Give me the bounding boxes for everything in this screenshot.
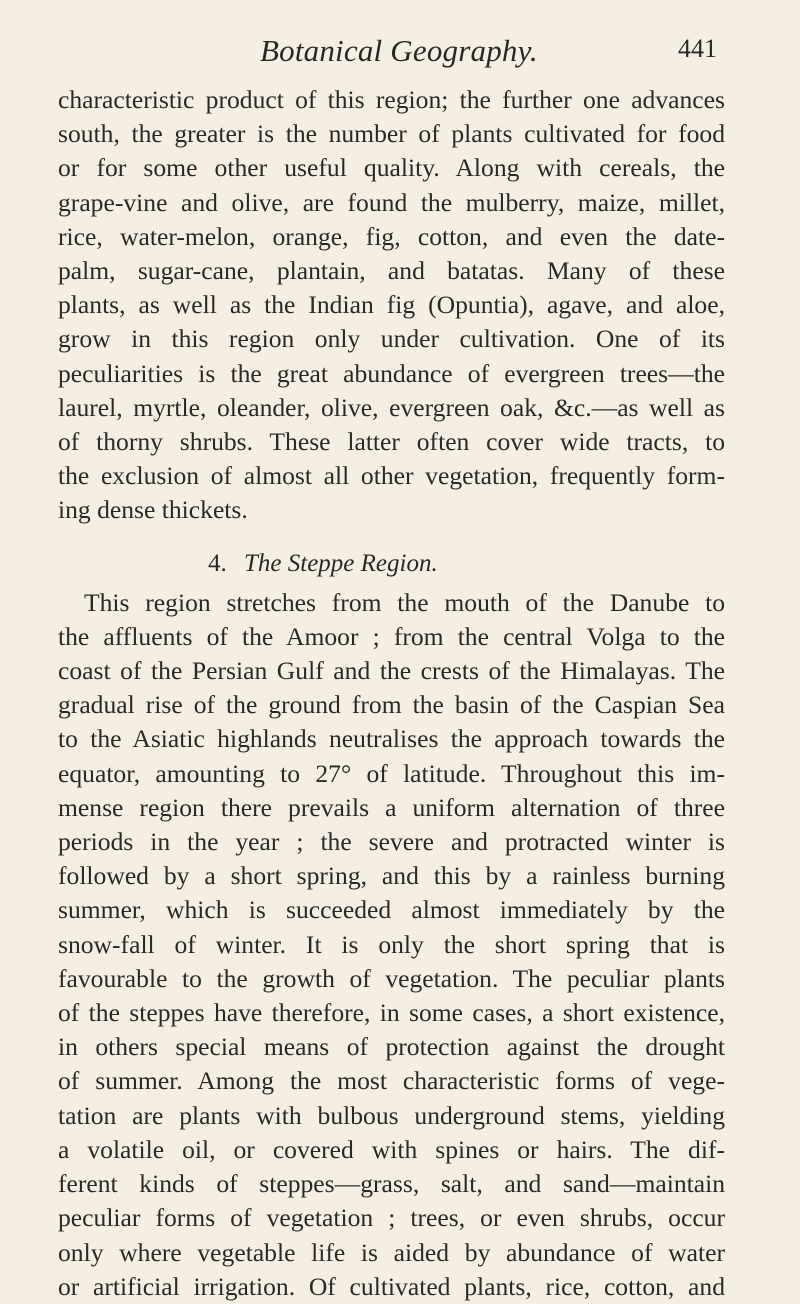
text-line: peculiarities is the great abundance of evergreen trees—the: [58, 358, 725, 388]
section-number: 4.: [208, 549, 227, 577]
paragraph-intro: [58, 83, 725, 528]
section-heading: [58, 546, 725, 582]
text-line: equator, amounting to 27° of latitude. Throughout this im-: [58, 758, 725, 788]
page-number: 441: [678, 34, 717, 63]
text-line: coast of the Persian Gulf and the crests of the Himalayas. The: [58, 656, 725, 686]
text-line: palm, sugar-cane, plantain, and batatas. Many of these: [58, 256, 725, 286]
text-line: the affluents of the Amoor ; from the central Volga to the: [58, 621, 725, 651]
text-line: periods in the year ; the severe and protracted winter is: [58, 827, 725, 857]
text-line: or for some other useful quality. Along with cereals, the: [58, 153, 725, 183]
paragraph-steppe: [58, 586, 725, 1304]
section-title: The Steppe Region.: [244, 549, 438, 577]
text-line: followed by a short spring, and this by a rainless burning: [58, 861, 725, 891]
text-line: characteristic product of this region; the further one advances: [58, 85, 725, 114]
text-line: the exclusion of almost all other vegetation, frequently form-: [58, 461, 725, 491]
text-line: favourable to the growth of vegetation. The peculiar plants: [58, 963, 725, 993]
text-line: or artificial irrigation. Of cultivated plants, rice, cotton, and: [58, 1271, 725, 1301]
text-line: south, the greater is the number of plants cultivated for food: [58, 119, 725, 149]
text-line: only where vegetable life is aided by abundance of water: [58, 1237, 725, 1267]
text-line: peculiar forms of vegetation ; trees, or even shrubs, occur: [58, 1203, 725, 1233]
text-line: grow in this region only under cultivation. One of its: [58, 324, 725, 354]
page-body: [58, 83, 725, 1304]
text-line: snow-fall of winter. It is only the short spring that is: [58, 929, 725, 959]
text-line: of summer. Among the most characteristic forms of vege-: [58, 1066, 725, 1096]
running-head: [0, 33, 800, 77]
text-line: rice, water-melon, orange, fig, cotton, and even the date-: [58, 221, 725, 251]
text-line: a volatile oil, or covered with spines or hairs. The dif-: [58, 1134, 725, 1164]
text-line: of thorny shrubs. These latter often cover wide tracts, to: [58, 427, 725, 457]
text-line: summer, which is succeeded almost immediately by the: [58, 895, 725, 925]
text-line: laurel, myrtle, oleander, olive, evergreen oak, &c.—as well as: [58, 392, 725, 422]
text-line: ing dense thickets.: [58, 495, 248, 525]
text-line: tation are plants with bulbous underground stems, yielding: [58, 1100, 725, 1130]
text-line: grape-vine and olive, are found the mulberry, maize, millet,: [58, 187, 725, 217]
text-line: This region stretches from the mouth of the Danube to: [84, 587, 725, 617]
running-title: Botanical Geography.: [260, 33, 538, 68]
text-line: in others special means of protection against the drought: [58, 1032, 725, 1062]
text-line: mense region there prevails a uniform alternation of three: [58, 792, 725, 822]
text-line: to the Asiatic highlands neutralises the approach towards the: [58, 724, 725, 754]
text-line: gradual rise of the ground from the basin of the Caspian Sea: [58, 690, 725, 720]
text-line: ferent kinds of steppes—grass, salt, and sand—maintain: [58, 1169, 725, 1199]
text-line: plants, as well as the Indian fig (Opuntia), agave, and aloe,: [58, 290, 725, 320]
text-line: of the steppes have therefore, in some cases, a short existence,: [58, 998, 725, 1028]
